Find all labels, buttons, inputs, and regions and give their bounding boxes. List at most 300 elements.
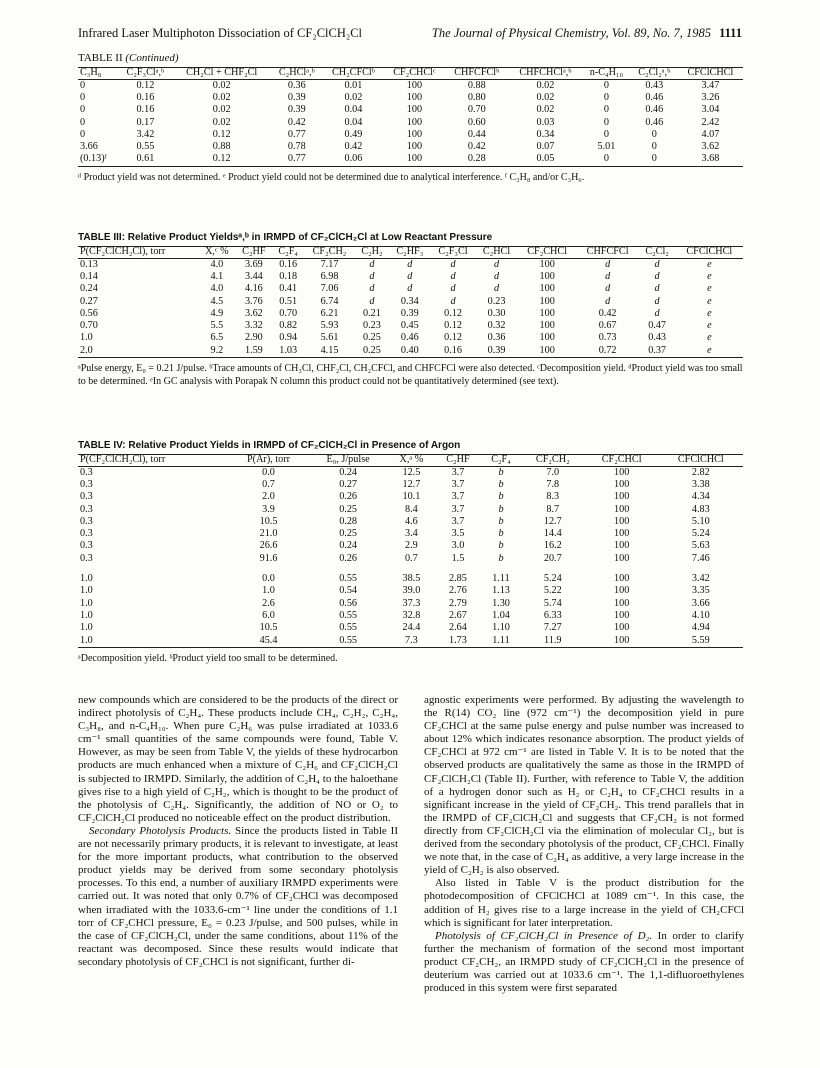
- table-cell: 3.7: [451, 503, 465, 515]
- table-cell: 0.25: [339, 503, 358, 515]
- table-cell: e: [707, 258, 712, 270]
- table-2-body: [78, 79, 743, 166]
- table-cell: d: [605, 258, 611, 270]
- running-head-title: Infrared Laser Multiphoton Dissociation of CF₂ClCH₂Cl: [78, 26, 363, 40]
- column-header: CHFCHClᵃ,ᵇ: [519, 67, 572, 78]
- column-header: X,ᵃ %: [399, 454, 424, 465]
- table-cell: e: [707, 307, 712, 319]
- column-header: CF₂CH₂: [312, 246, 347, 257]
- table-cell: 0.36: [487, 332, 506, 344]
- table-row: [78, 491, 743, 503]
- table-cell: 1.0: [262, 585, 275, 597]
- table-cell: 100: [614, 515, 630, 527]
- table-3: [78, 246, 743, 358]
- table-cell: 100: [614, 573, 630, 585]
- table-4-caption: TABLE IV: Relative Product Yields in IRMPD of CF₂ClCH₂Cl in Presence of Argon: [78, 440, 461, 451]
- table-cell: 100: [539, 332, 555, 344]
- table-cell: 0.47: [648, 320, 667, 332]
- table-cell: b: [498, 552, 504, 564]
- table-cell: 2.90: [244, 332, 263, 344]
- table-2-block: [78, 52, 743, 184]
- table-cell: 0.3: [80, 466, 93, 478]
- table-row: [78, 479, 743, 491]
- table-cell: 4.1: [210, 271, 224, 282]
- table-row: [78, 296, 743, 308]
- table-4-footnote: ᵃDecomposition yield. ᵇProduct yield too small to be determined.: [78, 652, 338, 664]
- table-cell: 3.04: [701, 104, 720, 116]
- table-cell: 0: [582, 153, 631, 166]
- table-cell: 0.60: [467, 116, 486, 128]
- table-cell: d: [605, 283, 611, 295]
- column-header: P(Ar), torr: [247, 454, 291, 465]
- table-cell: 0.56: [339, 597, 358, 609]
- table-cell: 0: [80, 128, 86, 140]
- table-cell: 20.7: [543, 552, 562, 564]
- table-cell: 3.7: [451, 491, 465, 503]
- running-head: [78, 26, 742, 41]
- table-cell: 0.01: [344, 79, 363, 91]
- table-cell: 0.30: [487, 307, 506, 319]
- table-cell: b: [498, 503, 504, 515]
- table-cell: 0.21: [363, 307, 381, 319]
- table-row: [78, 332, 743, 344]
- table-cell: 7.0: [546, 466, 560, 478]
- table-cell: 100: [539, 307, 555, 319]
- table-cell: d: [369, 283, 375, 295]
- table-cell: 0.28: [445, 153, 509, 166]
- table-cell: 32.8: [402, 609, 421, 621]
- body-column-left: [78, 694, 398, 969]
- table-cell: 0.43: [645, 79, 664, 91]
- table-cell: 1.59: [235, 345, 272, 358]
- table-cell: 0.02: [212, 116, 231, 128]
- table-cell: d: [450, 258, 456, 270]
- table-cell: 100: [406, 128, 423, 140]
- table-cell: 3.68: [678, 153, 743, 166]
- table-cell: 3.69: [244, 258, 263, 270]
- table-cell: 38.5: [402, 573, 421, 585]
- table-cell: 100: [614, 479, 630, 490]
- table-cell: 0.12: [444, 320, 462, 332]
- table-cell: 1.11: [481, 635, 521, 648]
- table-3-footnote: ᵃPulse energy, E₀ = 0.21 J/pulse. ᵇTrace amounts of CH₃Cl, CHF₂Cl, CH₂CFCl, and CHFCFCl were also detected. ᶜDecomposition yield. ᵈProduct yield was too small to be determined. ᵉIn GC analysis with Porapak N column this product could not be quantitatively determined (see text).: [78, 363, 743, 388]
- table-4-block: [78, 440, 743, 665]
- table-4-header: [78, 455, 743, 467]
- table-cell: 0.04: [344, 104, 363, 116]
- table-cell: 0: [80, 92, 86, 103]
- table-row: [78, 92, 743, 104]
- table-cell: 5.22: [543, 585, 562, 597]
- table-cell: 0.67: [598, 320, 617, 332]
- table-cell: 0.41: [279, 283, 298, 295]
- table-cell: 0.39: [400, 307, 419, 319]
- table-2-caption: [78, 52, 743, 64]
- table-cell: 0.17: [136, 116, 155, 128]
- table-2-title: TABLE II: [78, 52, 123, 64]
- table-cell: d: [654, 271, 660, 282]
- table-cell: 100: [614, 503, 630, 515]
- table-cell: 6.98: [320, 271, 339, 282]
- table-cell: 4.5: [210, 295, 224, 307]
- table-cell: 100: [539, 320, 555, 332]
- table-cell: 3.42: [691, 573, 710, 585]
- table-cell: 0.02: [536, 79, 555, 91]
- table-cell: 0.46: [400, 332, 419, 344]
- table-cell: 3.62: [244, 307, 263, 319]
- table-cell: 0.72: [577, 345, 639, 358]
- table-cell: d: [654, 307, 660, 319]
- table-cell: 5.93: [320, 320, 339, 332]
- table-cell: 12.7: [543, 515, 562, 527]
- table-cell: 91.6: [259, 552, 278, 564]
- table-cell: 12.7: [402, 479, 421, 490]
- column-header: CH₂CFClᵇ: [331, 67, 375, 78]
- table-cell: 0.54: [339, 585, 358, 597]
- table-cell: 1.0: [78, 635, 229, 648]
- table-cell: 4.07: [701, 128, 720, 140]
- table-2-header: [78, 68, 743, 80]
- table-3-block: [78, 232, 743, 388]
- table-cell: 0.0: [262, 466, 275, 478]
- table-cell: 0.13: [80, 258, 98, 270]
- column-header: E₀, J/pulse: [326, 454, 370, 465]
- table-row: [78, 308, 743, 320]
- table-cell: d: [654, 283, 660, 295]
- table-cell: 3.42: [136, 128, 155, 140]
- table-cell: 3.26: [701, 92, 720, 103]
- table-row: [78, 504, 743, 516]
- table-cell: 0.55: [136, 141, 155, 153]
- column-header: CF₂CHClᶜ: [393, 67, 436, 78]
- column-header: C₂HClᵃ,ᵇ: [278, 67, 315, 78]
- table-cell: 100: [384, 153, 445, 166]
- table-cell: 0.39: [475, 345, 517, 358]
- table-4: [78, 454, 743, 648]
- table-cell: 0.34: [400, 295, 419, 307]
- table-cell: 0.7: [405, 552, 418, 564]
- table-cell: 0.3: [80, 491, 93, 503]
- table-cell: 39.0: [402, 585, 421, 597]
- table-cell: d: [493, 258, 500, 270]
- column-header: CF₂CH₂: [535, 454, 570, 465]
- table-cell: 6.74: [320, 295, 339, 307]
- table-cell: 1.03: [272, 345, 304, 358]
- table-cell: 0.56: [80, 307, 98, 319]
- table-cell: 100: [406, 116, 423, 128]
- table-3-header: [78, 247, 743, 259]
- table-cell: 0.70: [80, 320, 98, 332]
- table-cell: 0.03: [536, 116, 555, 128]
- table-cell: 0.55: [339, 573, 358, 585]
- table-cell: 16.2: [543, 540, 562, 552]
- table-cell: 0.49: [344, 128, 363, 140]
- table-cell: d: [493, 271, 500, 282]
- table-cell: 1.0: [80, 585, 93, 597]
- paragraph: new compounds which are considered to be the products of the direct or indirect photolysis of C₂H₄. These products include CH₄, C₂H₂, C₂H₄, C₃H₈, and n-C₄H₁₀. When pure C₂H₆ was pulse irradiated at 1033.6 cm⁻¹ small quantities of the same compounds were found, Table V. However, as may be seen from Table V, the yields of these hydrocarbon products are much enhanced when a mixture of C₂H₆ and CF₂ClCH₂Cl is subjected to IRMPD. Similarly, the addition of C₂H₄ to the haloethane gives rise to a high yield of C₂H₂, which is thought to be the product of the photolysis of C₂H₄. Significantly, the addition of NO or O₂ to CF₂ClCH₂Cl produced no noticeable effect on the product distribution.: [78, 694, 398, 824]
- table-row: [78, 635, 743, 648]
- table-cell: 4.9: [210, 307, 224, 319]
- table-cell: 0.12: [444, 332, 462, 344]
- table-cell: 0.37: [639, 345, 676, 358]
- table-cell: 1.11: [492, 573, 510, 585]
- paragraph-text: In order to clarify further the mechanism of formation of the second most important product CF₂CH₂, an IRMPD study of CF₂ClCH₂Cl in the presence of deuterium was carried out at 1033.6 cm⁻¹. The 1,1-difluoroethylenes produced in this system were first separated: [424, 929, 744, 995]
- table-cell: 1.30: [492, 597, 510, 609]
- table-cell: b: [498, 491, 504, 503]
- table-row: [78, 283, 743, 295]
- table-cell: 0: [651, 128, 657, 140]
- table-cell: 100: [614, 585, 630, 597]
- table-cell: 4.6: [405, 515, 418, 527]
- column-header: C₂HCl: [482, 246, 511, 257]
- table-cell: 3.47: [701, 79, 720, 91]
- table-row: [78, 320, 743, 332]
- table-cell: 3.0: [451, 540, 465, 552]
- table-cell: 9.2: [198, 345, 235, 358]
- table-cell: 100: [614, 540, 630, 552]
- table-cell: 0.39: [287, 104, 306, 116]
- table-cell: 4.10: [691, 609, 710, 621]
- table-row: [78, 271, 743, 283]
- table-cell: 0: [80, 116, 86, 128]
- table-cell: 8.3: [546, 491, 560, 503]
- table-cell: 2.79: [449, 597, 467, 609]
- table-row: [78, 117, 743, 129]
- paragraph: Also listed in Table V is the product distribution for the photodecomposition of CFClCHCl at 1089 cm⁻¹. In this case, the addition of H₂ gives rise to a large increase in the yield of CH₂CFCl which is significant for later interpretation.: [424, 877, 744, 929]
- table-cell: 0.55: [339, 609, 358, 621]
- table-cell: 0: [651, 141, 657, 153]
- table-cell: 7.8: [546, 479, 560, 490]
- table-cell: 6.0: [262, 609, 275, 621]
- table-cell: 26.6: [259, 540, 278, 552]
- table-cell: 2.0: [262, 491, 275, 503]
- table-cell: 0.3: [80, 528, 93, 540]
- table-row: [78, 598, 743, 610]
- column-header: CF₂CHCl: [601, 454, 642, 465]
- table-cell: 0.82: [279, 320, 298, 332]
- table-row: [78, 141, 743, 153]
- table-cell: 7.3: [388, 635, 435, 648]
- table-cell: 1.0: [80, 609, 93, 621]
- table-cell: 2.67: [449, 609, 467, 621]
- table-cell: e: [707, 332, 712, 344]
- table-cell: e: [707, 283, 712, 295]
- table-cell: 0.77: [271, 153, 323, 166]
- table-cell: 0.02: [344, 92, 363, 103]
- table-cell: 8.4: [405, 503, 418, 515]
- table-cell: d: [605, 271, 611, 282]
- table-cell: 0.70: [279, 307, 298, 319]
- table-cell: 3.62: [701, 141, 720, 153]
- table-row: [78, 565, 743, 585]
- table-cell: 0.34: [536, 128, 555, 140]
- table-row: [78, 345, 743, 358]
- paragraph: [78, 825, 398, 969]
- table-cell: b: [498, 466, 504, 478]
- table-cell: 100: [614, 597, 630, 609]
- table-cell: 7.27: [543, 622, 562, 634]
- table-cell: 0.0: [262, 573, 275, 585]
- table-cell: 0.36: [287, 79, 306, 91]
- table-cell: 2.6: [262, 597, 275, 609]
- table-cell: d: [654, 295, 660, 307]
- table-cell: 0.25: [363, 332, 381, 344]
- table-cell: 0: [603, 128, 609, 140]
- table-cell: 100: [539, 271, 555, 282]
- table-cell: 0.02: [536, 104, 555, 116]
- table-cell: 10.5: [259, 515, 278, 527]
- column-header: C₂F₃Cl: [438, 246, 468, 257]
- table-cell: 0.24: [339, 466, 358, 478]
- table-cell: 0: [603, 79, 609, 91]
- table-cell: 7.46: [691, 552, 710, 564]
- table-cell: 0.88: [212, 141, 231, 153]
- table-cell: 0.25: [339, 528, 358, 540]
- table-cell: 5.61: [320, 332, 339, 344]
- column-header: CHFCFCl: [586, 246, 629, 257]
- column-header: n-C₄H₁₀: [589, 67, 624, 78]
- table-cell: 0.24: [80, 283, 98, 295]
- table-cell: 2.42: [701, 116, 720, 128]
- table-row: [78, 516, 743, 528]
- column-header: X,ᶜ %: [205, 246, 229, 257]
- table-cell: d: [407, 271, 413, 282]
- table-cell: 5.59: [659, 635, 743, 648]
- table-cell: 0.77: [287, 128, 306, 140]
- table-row: [78, 610, 743, 622]
- table-cell: 0.27: [339, 479, 358, 490]
- table-cell: 0.26: [339, 552, 358, 564]
- table-cell: 3.9: [262, 503, 275, 515]
- table-cell: 0.3: [80, 515, 93, 527]
- table-cell: 8.7: [546, 503, 560, 515]
- table-row: [78, 585, 743, 597]
- table-cell: 100: [585, 635, 659, 648]
- table-cell: 100: [406, 92, 423, 103]
- table-cell: 5.24: [543, 573, 562, 585]
- table-cell: 0.80: [467, 92, 486, 103]
- column-header: CF₂CHCl: [527, 246, 568, 257]
- table-cell: d: [369, 295, 375, 307]
- table-cell: 0.07: [536, 141, 555, 153]
- table-cell: 0.42: [598, 307, 617, 319]
- table-cell: 3.5: [451, 528, 465, 540]
- table-cell: 0: [80, 79, 86, 91]
- table-cell: 0.04: [344, 116, 363, 128]
- table-cell: 3.32: [244, 320, 263, 332]
- table-cell: 1.73: [435, 635, 481, 648]
- table-cell: 0.51: [279, 295, 298, 307]
- journal-name: The Journal of Physical Chemistry, Vol. 89, No. 7, 1985: [431, 26, 712, 40]
- table-cell: 4.34: [691, 491, 710, 503]
- table-cell: d: [493, 283, 500, 295]
- table-cell: 4.16: [244, 283, 263, 295]
- table-cell: 3.66: [691, 597, 710, 609]
- table-cell: 0.16: [136, 104, 155, 116]
- table-row: [78, 528, 743, 540]
- paragraph: agnostic experiments were performed. By adjusting the wavelength to the R(14) CO₂ line (972 cm⁻¹) the decomposition yield in pure CF₂CHCl at the same pulse energy and pulse number was increased to about 12% which indicates resonance absorption. The product yields of CF₂CHCl at 972 cm⁻¹ are listed in Table V. It is to be noted that the observed products are qualitatively the same as those in the IRMPD of CF₂ClCH₂Cl (Table II). Further, with reference to Table V, the addition of a hydrogen donor such as H₂ or C₂H₄ to CF₂CHCl results in a significant increase in the yield of CF₂CH₂. This trend parallels that in the IRMPD of CF₂ClCH₂Cl and suggests that CF₂CH₂ is not formed directly from CF₂ClCH₂Cl via the elimination of molecular Cl₂, but is derived from the secondary photolysis of the product, CF₂CHCl. Finally we note that, in the case of C₂H₄ as additive, a very large increase in the yield of C₂H₂ is also observed.: [424, 694, 744, 877]
- table-cell: 100: [406, 141, 423, 153]
- section-heading: Photolysis of CF₂ClCH₂Cl in Presence of D₂.: [435, 929, 653, 942]
- table-cell: 4.15: [304, 345, 355, 358]
- table-cell: 2.0: [78, 345, 198, 358]
- table-cell: 0.23: [363, 320, 381, 332]
- table-cell: 12.5: [402, 466, 421, 478]
- column-header: CHFCFClᵇ: [454, 67, 500, 78]
- table-cell: 100: [518, 345, 577, 358]
- table-cell: 5.01: [597, 141, 616, 153]
- table-cell: 2.85: [449, 573, 467, 585]
- table-cell: 45.4: [229, 635, 308, 648]
- table-cell: 100: [614, 528, 630, 540]
- table-cell: 1.0: [80, 622, 93, 634]
- table-cell: 4.0: [210, 258, 224, 270]
- column-header: C₂HF: [446, 454, 470, 465]
- table-cell: 2.82: [691, 466, 710, 478]
- column-header: C₂H₂: [361, 246, 383, 257]
- table-row: [78, 622, 743, 634]
- table-cell: 2.76: [449, 585, 467, 597]
- table-2-footnote: ᵈ Product yield was not determined. ᵉ Product yield could not be determined due to analytical interference. ᶠ C₃H₈ and/or C₃H₆.: [78, 171, 585, 183]
- table-cell: 0.27: [80, 295, 98, 307]
- table-cell: 11.9: [521, 635, 585, 648]
- table-3-body: [78, 258, 743, 357]
- table-row: [78, 153, 743, 166]
- table-cell: 0.06: [323, 153, 384, 166]
- table-cell: 0.46: [645, 116, 664, 128]
- table-row: [78, 79, 743, 92]
- table-cell: 0.7: [262, 479, 275, 490]
- table-cell: 10.5: [259, 622, 278, 634]
- table-cell: d: [605, 295, 611, 307]
- table-cell: 0.05: [509, 153, 582, 166]
- table-cell: 0.45: [400, 320, 419, 332]
- paragraph: [424, 930, 744, 995]
- table-cell: 1.04: [492, 609, 510, 621]
- column-header: C₂Cl₂: [645, 246, 669, 257]
- table-cell: 0.02: [212, 104, 231, 116]
- table-cell: 0.39: [287, 92, 306, 103]
- table-cell: 100: [406, 79, 423, 91]
- table-cell: 1.0: [80, 597, 93, 609]
- table-cell: 0.25: [355, 345, 389, 358]
- table-cell: 0.43: [648, 332, 667, 344]
- table-cell: 0: [80, 104, 86, 116]
- table-cell: 5.10: [691, 515, 710, 527]
- journal-citation: [432, 26, 742, 41]
- table-cell: e: [707, 320, 712, 332]
- column-header: CFClCHCl: [686, 246, 733, 257]
- section-heading: Secondary Photolysis Products.: [89, 824, 232, 837]
- table-2-continued: (Continued): [125, 52, 179, 64]
- table-cell: 0.3: [80, 479, 93, 490]
- table-cell: 5.5: [210, 320, 224, 332]
- column-header: C₃H₈: [80, 67, 102, 78]
- column-header: C₂F₄: [491, 454, 511, 465]
- table-cell: 0: [603, 116, 609, 128]
- column-header: P(CF₂ClCH₂Cl), torr: [80, 454, 166, 465]
- table-cell: 6.21: [320, 307, 339, 319]
- table-cell: 100: [614, 622, 630, 634]
- table-cell: 21.0: [259, 528, 278, 540]
- table-row: [78, 466, 743, 479]
- column-header: C₂Cl₂ᵃ,ᵇ: [638, 67, 671, 78]
- table-cell: 4.83: [691, 503, 710, 515]
- table-cell: b: [498, 479, 504, 490]
- table-cell: 0: [603, 104, 609, 116]
- table-cell: 0.28: [339, 515, 358, 527]
- table-cell: 6.5: [210, 332, 224, 344]
- column-header: CFClCHCl: [687, 67, 734, 78]
